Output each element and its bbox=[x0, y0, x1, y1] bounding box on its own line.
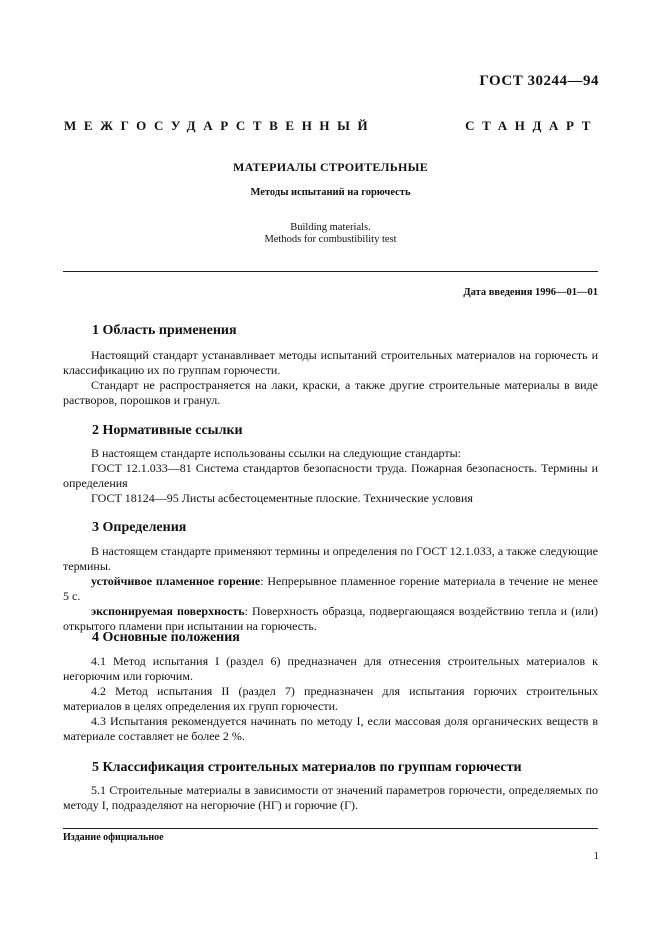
english-title-line-2: Methods for combustibility test bbox=[264, 234, 397, 245]
section-5-body bbox=[63, 783, 598, 813]
section-1-heading: 1 Область применения bbox=[92, 323, 237, 338]
reference-item: ГОСТ 18124—95 Листы асбестоцементные плоские. Технические условия bbox=[91, 491, 473, 505]
section-5-heading: 5 Классификация строительных материалов по группам горючести bbox=[92, 760, 522, 775]
section-2-body bbox=[63, 446, 598, 506]
interstate-word: МЕЖГОСУДАРСТВЕННЫЙ bbox=[64, 118, 376, 133]
paragraph: В настоящем стандарте использованы ссылки на следующие стандарты: bbox=[91, 446, 462, 460]
english-title-line-1: Building materials. bbox=[290, 222, 371, 233]
clause: 4.1 Метод испытания I (раздел 6) предназначен для отнесения строительных материалов к негорючим или горючим. bbox=[63, 654, 598, 683]
page-number: 1 bbox=[593, 850, 599, 862]
section-1-body bbox=[63, 348, 598, 408]
definition-item: устойчивое пламенное горение: Непрерывное пламенное горение материала в течение не менее 5 с. bbox=[63, 574, 599, 603]
paragraph: В настоящем стандарте применяют термины и определения по ГОСТ 12.1.033, а также следующие термины. bbox=[63, 544, 598, 573]
section-4-body bbox=[63, 654, 598, 744]
standard-word: СТАНДАРТ bbox=[465, 118, 598, 133]
clause: 4.3 Испытания рекомендуется начинать по методу I, если массовая доля органических веществ в материале составляет не более 2 %. bbox=[63, 714, 598, 743]
title-divider bbox=[63, 271, 598, 272]
section-3-body bbox=[63, 544, 598, 634]
document-code: ГОСТ 30244—94 bbox=[479, 73, 599, 89]
footer-divider bbox=[63, 828, 598, 829]
paragraph: Настоящий стандарт устанавливает методы испытаний строительных материалов на горючесть и классификацию их по группам горючести. bbox=[63, 348, 598, 377]
official-edition-note: Издание официальное bbox=[63, 832, 164, 843]
definition-item: экспонируемая поверхность: Поверхность образца, подвергающаяся воздействию тепла и (или) открытого пламени при испытании на горючесть. bbox=[63, 604, 598, 633]
document-title: МАТЕРИАЛЫ СТРОИТЕЛЬНЫЕ bbox=[232, 160, 429, 174]
clause: 5.1 Строительные материалы в зависимости от значений параметров горючести, определяемых по методу I, подразделяют на негорючие (НГ) и горючие (Г). bbox=[63, 783, 598, 812]
term: экспонируемая поверхность bbox=[91, 604, 245, 618]
section-2-heading: 2 Нормативные ссылки bbox=[92, 423, 243, 438]
section-3-heading: 3 Определения bbox=[92, 520, 187, 535]
clause: 4.2 Метод испытания II (раздел 7) предназначен для испытания горючих строительных материалов в целях определения их групп горючести. bbox=[63, 684, 598, 713]
section-4-heading: 4 Основные положения bbox=[92, 630, 240, 645]
paragraph: Стандарт не распространяется на лаки, краски, а также другие строительные материалы в виде растворов, порошков и гранул. bbox=[63, 378, 598, 407]
document-subtitle: Методы испытаний на горючесть bbox=[250, 187, 411, 198]
introduction-date: Дата введения 1996—01—01 bbox=[463, 287, 598, 298]
reference-item: ГОСТ 12.1.033—81 Система стандартов безопасности труда. Пожарная безопасность. Термины и определения bbox=[63, 461, 598, 490]
term: устойчивое пламенное горение bbox=[91, 574, 261, 588]
english-title bbox=[0, 222, 661, 246]
